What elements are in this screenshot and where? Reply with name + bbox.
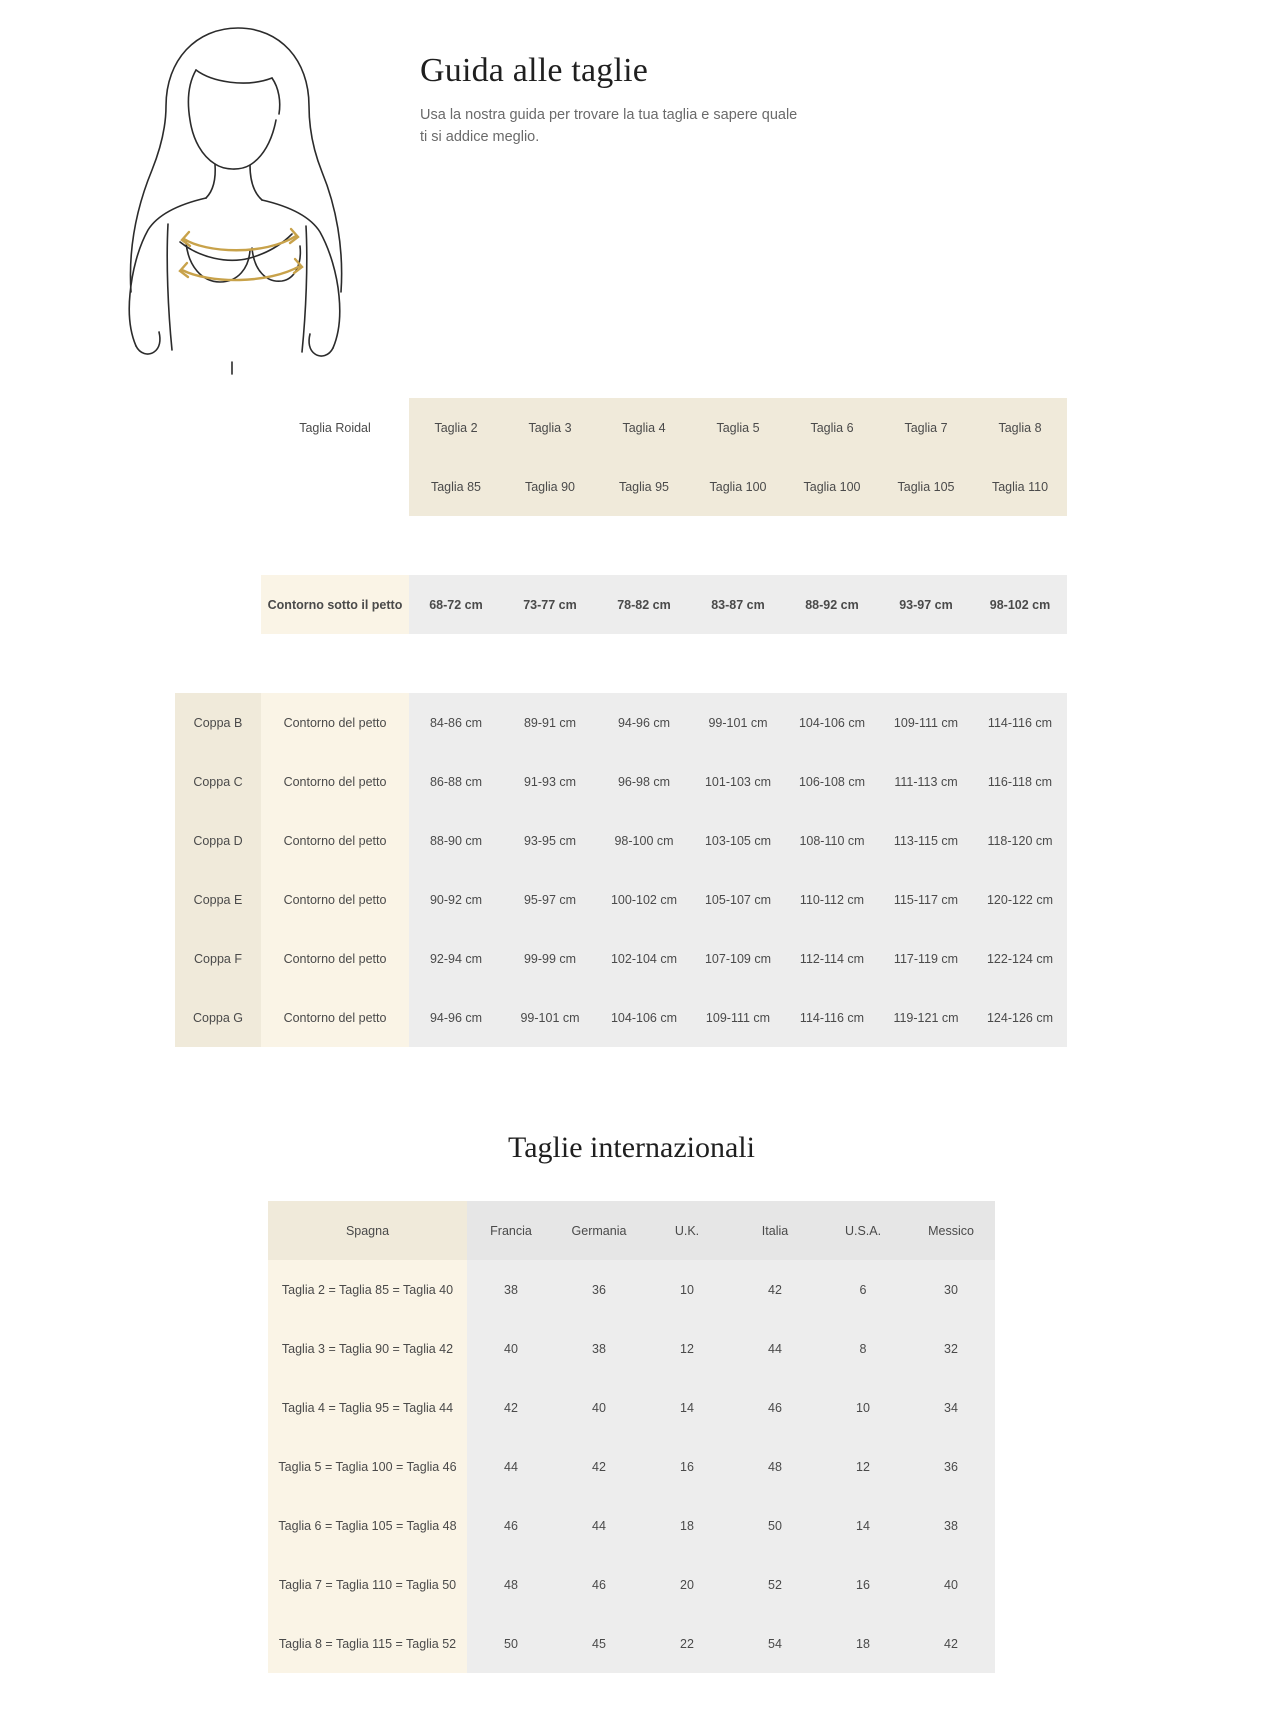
size-header-6: Taglia 7: [879, 398, 973, 457]
table-row: [268, 1555, 995, 1614]
bust-value: 111-113 cm: [879, 752, 973, 811]
bust-label-f: Contorno del petto: [261, 929, 409, 988]
intl-value: 42: [467, 1378, 555, 1437]
page-title: Guida alle taglie: [420, 52, 649, 89]
underbust-value-5: 88-92 cm: [785, 575, 879, 634]
intl-spain-value: Taglia 8 = Taglia 115 = Taglia 52: [268, 1614, 467, 1673]
intl-value: 42: [555, 1437, 643, 1496]
size-header-1: Taglia 2: [409, 398, 503, 457]
underbust-value-3: 78-82 cm: [597, 575, 691, 634]
intl-spain-value: Taglia 2 = Taglia 85 = Taglia 40: [268, 1260, 467, 1319]
page-subtitle: Usa la nostra guida per trovare la tua taglia e sapere quale ti si addice meglio.: [420, 107, 798, 146]
intl-value: 14: [819, 1496, 907, 1555]
bust-label-g: Contorno del petto: [261, 988, 409, 1047]
bust-value: 107-109 cm: [691, 929, 785, 988]
table-row-sizes-1: [175, 398, 1067, 457]
intl-value: 12: [819, 1437, 907, 1496]
underbust-value-1: 68-72 cm: [409, 575, 503, 634]
size-alt-3: Taglia 95: [597, 457, 691, 516]
intl-value: 6: [819, 1260, 907, 1319]
intl-value: 48: [467, 1555, 555, 1614]
underbust-value-2: 73-77 cm: [503, 575, 597, 634]
intl-value: 18: [643, 1496, 731, 1555]
page-header: [0, 0, 1263, 380]
size-header-2: Taglia 3: [503, 398, 597, 457]
table-row-underbust: [175, 575, 1067, 634]
intl-header-uk: U.K.: [643, 1201, 731, 1260]
size-alt-1: Taglia 85: [409, 457, 503, 516]
bust-label-b: Contorno del petto: [261, 693, 409, 752]
bust-value: 118-120 cm: [973, 811, 1067, 870]
intl-header-row: [268, 1201, 995, 1260]
spacer-cell: [175, 516, 1067, 575]
table-row: [268, 1378, 995, 1437]
intl-value: 44: [555, 1496, 643, 1555]
size-alt-7: Taglia 110: [973, 457, 1067, 516]
bust-value: 116-118 cm: [973, 752, 1067, 811]
empty-cell: [261, 457, 409, 516]
size-alt-4: Taglia 100: [691, 457, 785, 516]
intl-value: 16: [643, 1437, 731, 1496]
size-alt-2: Taglia 90: [503, 457, 597, 516]
intl-value: 44: [467, 1437, 555, 1496]
size-header-3: Taglia 4: [597, 398, 691, 457]
spacer-row: [175, 634, 1067, 693]
intl-value: 14: [643, 1378, 731, 1437]
cup-label-e: Coppa E: [175, 870, 261, 929]
intl-value: 52: [731, 1555, 819, 1614]
bust-value: 102-104 cm: [597, 929, 691, 988]
bust-value: 117-119 cm: [879, 929, 973, 988]
bust-value: 108-110 cm: [785, 811, 879, 870]
table-row: [175, 693, 1067, 752]
intl-value: 38: [907, 1496, 995, 1555]
bust-value: 91-93 cm: [503, 752, 597, 811]
intl-header-usa: U.S.A.: [819, 1201, 907, 1260]
bust-value: 99-101 cm: [503, 988, 597, 1047]
bust-value: 88-90 cm: [409, 811, 503, 870]
intl-header-messico: Messico: [907, 1201, 995, 1260]
intl-spain-value: Taglia 3 = Taglia 90 = Taglia 42: [268, 1319, 467, 1378]
international-title: Taglie internazionali: [508, 1131, 755, 1164]
intl-value: 34: [907, 1378, 995, 1437]
intl-value: 30: [907, 1260, 995, 1319]
bust-value: 104-106 cm: [597, 988, 691, 1047]
bust-value: 124-126 cm: [973, 988, 1067, 1047]
underbust-value-4: 83-87 cm: [691, 575, 785, 634]
intl-value: 10: [643, 1260, 731, 1319]
intl-header-francia: Francia: [467, 1201, 555, 1260]
bust-value: 122-124 cm: [973, 929, 1067, 988]
underbust-label: Contorno sotto il petto: [261, 575, 409, 634]
bust-value: 90-92 cm: [409, 870, 503, 929]
intl-value: 8: [819, 1319, 907, 1378]
intl-value: 48: [731, 1437, 819, 1496]
header-text-block: [420, 10, 800, 149]
table-row-sizes-2: [175, 457, 1067, 516]
intl-value: 36: [555, 1260, 643, 1319]
spacer-row: [175, 516, 1067, 575]
table-row: [268, 1437, 995, 1496]
bust-value: 113-115 cm: [879, 811, 973, 870]
cup-label-g: Coppa G: [175, 988, 261, 1047]
intl-value: 40: [555, 1378, 643, 1437]
intl-value: 46: [467, 1496, 555, 1555]
bust-value: 93-95 cm: [503, 811, 597, 870]
intl-spain-value: Taglia 4 = Taglia 95 = Taglia 44: [268, 1378, 467, 1437]
size-table-section: [0, 380, 1263, 1047]
bust-value: 94-96 cm: [597, 693, 691, 752]
bust-value: 101-103 cm: [691, 752, 785, 811]
intl-value: 10: [819, 1378, 907, 1437]
intl-value: 38: [555, 1319, 643, 1378]
intl-value: 40: [467, 1319, 555, 1378]
size-alt-5: Taglia 100: [785, 457, 879, 516]
intl-value: 46: [731, 1378, 819, 1437]
intl-value: 16: [819, 1555, 907, 1614]
bust-label-e: Contorno del petto: [261, 870, 409, 929]
intl-value: 50: [467, 1614, 555, 1673]
intl-value: 40: [907, 1555, 995, 1614]
bust-value: 100-102 cm: [597, 870, 691, 929]
intl-value: 42: [731, 1260, 819, 1319]
empty-cell: [175, 457, 261, 516]
cup-label-b: Coppa B: [175, 693, 261, 752]
intl-value: 38: [467, 1260, 555, 1319]
size-alt-6: Taglia 105: [879, 457, 973, 516]
intl-value: 12: [643, 1319, 731, 1378]
bust-illustration-svg: [0, 10, 420, 380]
bust-value: 103-105 cm: [691, 811, 785, 870]
bust-value: 115-117 cm: [879, 870, 973, 929]
size-header-4: Taglia 5: [691, 398, 785, 457]
intl-value: 22: [643, 1614, 731, 1673]
intl-spain-value: Taglia 7 = Taglia 110 = Taglia 50: [268, 1555, 467, 1614]
table-row: [268, 1496, 995, 1555]
spacer-cell: [175, 634, 1067, 693]
bust-value: 104-106 cm: [785, 693, 879, 752]
bust-value: 109-111 cm: [879, 693, 973, 752]
bust-value: 86-88 cm: [409, 752, 503, 811]
bust-measurement-illustration: [0, 10, 420, 380]
intl-value: 32: [907, 1319, 995, 1378]
bust-value: 92-94 cm: [409, 929, 503, 988]
bust-value: 112-114 cm: [785, 929, 879, 988]
bust-value: 89-91 cm: [503, 693, 597, 752]
table-row: [175, 929, 1067, 988]
size-header-7: Taglia 8: [973, 398, 1067, 457]
intl-header-italia: Italia: [731, 1201, 819, 1260]
bust-value: 109-111 cm: [691, 988, 785, 1047]
underbust-value-6: 93-97 cm: [879, 575, 973, 634]
roidal-size-table: [175, 398, 1067, 1047]
intl-spain-value: Taglia 6 = Taglia 105 = Taglia 48: [268, 1496, 467, 1555]
bust-value: 98-100 cm: [597, 811, 691, 870]
bust-value: 114-116 cm: [973, 693, 1067, 752]
bust-value: 110-112 cm: [785, 870, 879, 929]
bust-value: 114-116 cm: [785, 988, 879, 1047]
table-row: [175, 811, 1067, 870]
cup-label-c: Coppa C: [175, 752, 261, 811]
intl-value: 46: [555, 1555, 643, 1614]
empty-cell: [175, 575, 261, 634]
intl-value: 50: [731, 1496, 819, 1555]
table-row: [175, 988, 1067, 1047]
bust-label-c: Contorno del petto: [261, 752, 409, 811]
size-header-5: Taglia 6: [785, 398, 879, 457]
table-row: [268, 1260, 995, 1319]
international-size-table: [268, 1201, 995, 1673]
bust-value: 96-98 cm: [597, 752, 691, 811]
intl-value: 45: [555, 1614, 643, 1673]
intl-value: 54: [731, 1614, 819, 1673]
bust-value: 99-101 cm: [691, 693, 785, 752]
intl-value: 36: [907, 1437, 995, 1496]
intl-header-spagna: Spagna: [268, 1201, 467, 1260]
bust-value: 120-122 cm: [973, 870, 1067, 929]
table-row: [268, 1614, 995, 1673]
intl-value: 18: [819, 1614, 907, 1673]
table-row: [268, 1319, 995, 1378]
underbust-value-7: 98-102 cm: [973, 575, 1067, 634]
intl-value: 44: [731, 1319, 819, 1378]
bust-value: 119-121 cm: [879, 988, 973, 1047]
intl-header-germania: Germania: [555, 1201, 643, 1260]
table-row: [175, 870, 1067, 929]
cup-label-d: Coppa D: [175, 811, 261, 870]
bust-value: 99-99 cm: [503, 929, 597, 988]
bust-value: 105-107 cm: [691, 870, 785, 929]
bust-value: 84-86 cm: [409, 693, 503, 752]
brand-size-label: Taglia Roidal: [261, 398, 409, 457]
table-row: [175, 752, 1067, 811]
bust-label-d: Contorno del petto: [261, 811, 409, 870]
cup-label-f: Coppa F: [175, 929, 261, 988]
bust-value: 94-96 cm: [409, 988, 503, 1047]
intl-value: 42: [907, 1614, 995, 1673]
intl-value: 20: [643, 1555, 731, 1614]
intl-spain-value: Taglia 5 = Taglia 100 = Taglia 46: [268, 1437, 467, 1496]
empty-cell: [175, 398, 261, 457]
bust-value: 95-97 cm: [503, 870, 597, 929]
bust-value: 106-108 cm: [785, 752, 879, 811]
